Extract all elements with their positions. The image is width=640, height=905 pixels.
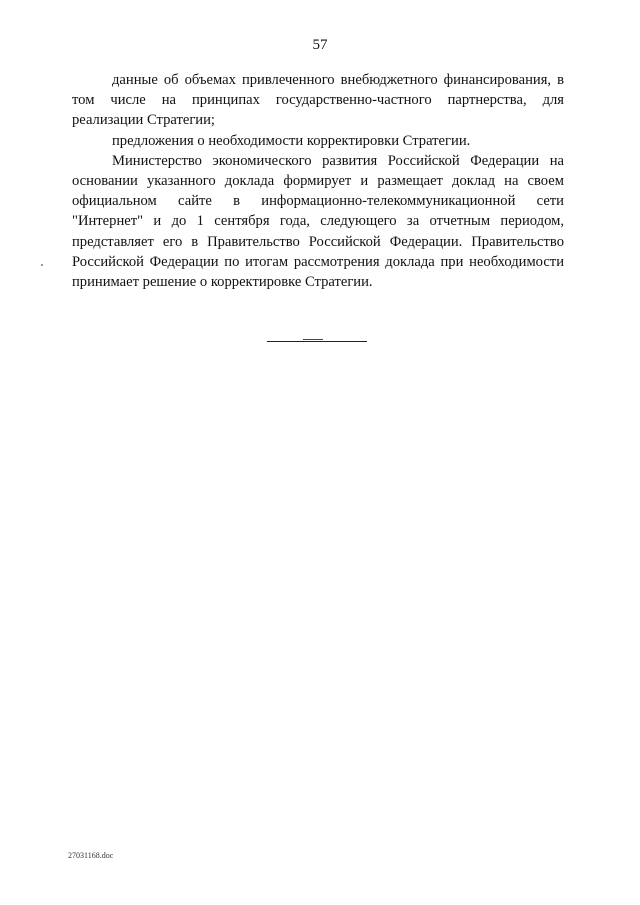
document-body — [72, 70, 564, 292]
paragraph-ministry-report: Министерство экономического развития Российской Федерации на основании указанного доклада формирует и размещает доклад на своем официальном сайте в информационно-телекоммуникационной сети "Интернет" и до 1 сентября года, следующего за отчетным периодом, представляет его в Правительство Российской Федерации. Правительство Российской Федерации по итогам рассмотрения доклада при необходимости принимает решение о корректировке Стратегии. — [72, 152, 564, 291]
paragraph-funding-data: данные об объемах привлеченного внебюджетного финансирования, в том числе на принципах государственно-частного партнерства, для реализации Стратегии; — [72, 72, 564, 129]
paragraph-correction-proposals: предложения о необходимости корректировки Стратегии. — [112, 132, 471, 149]
scan-speck — [41, 264, 43, 266]
end-of-text-rule — [267, 341, 367, 342]
page-number: 57 — [312, 37, 328, 53]
file-name: 27031168.doc — [68, 851, 114, 860]
end-of-text-rule-mark — [303, 339, 323, 340]
